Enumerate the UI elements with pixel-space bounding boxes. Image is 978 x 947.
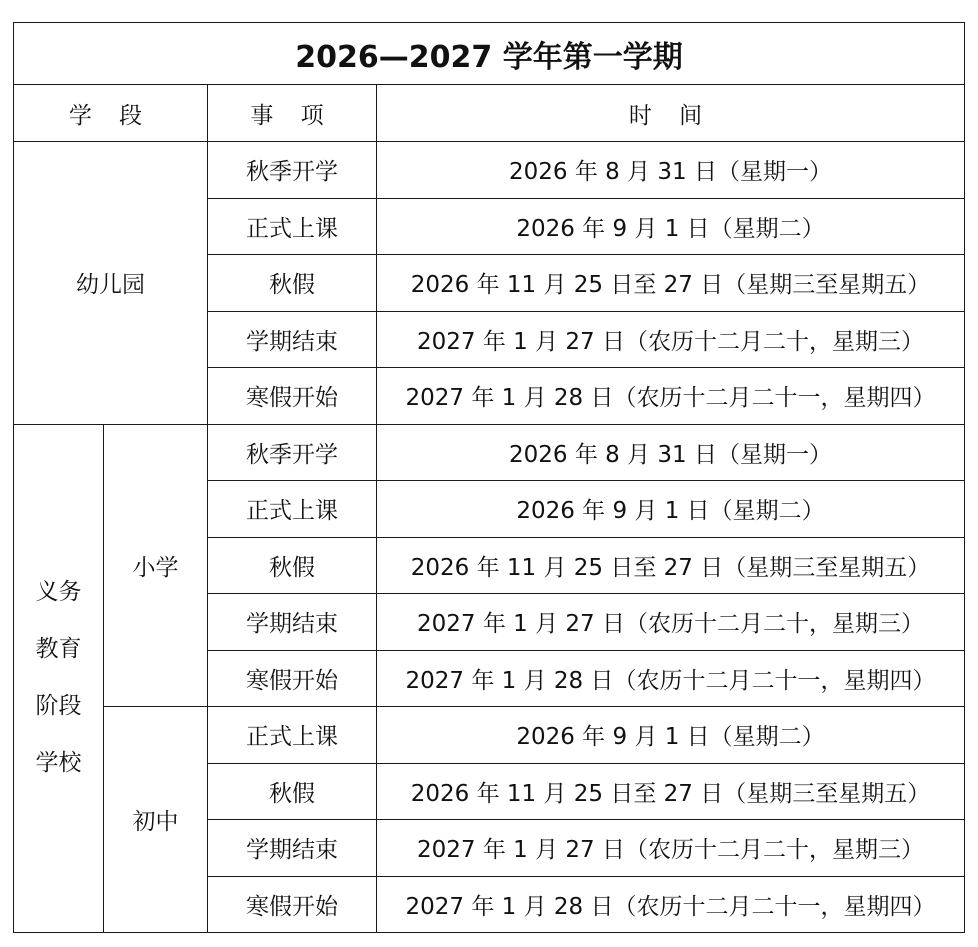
event-cell: 正式上课 xyxy=(208,481,377,538)
event-cell: 正式上课 xyxy=(208,707,377,764)
stage-compulsory-line: 学校 xyxy=(35,750,82,777)
time-cell: 2026 年 8 月 31 日（星期一） xyxy=(377,142,965,199)
event-cell: 学期结束 xyxy=(208,311,377,368)
event-cell: 学期结束 xyxy=(208,594,377,651)
time-cell: 2027 年 1 月 27 日（农历十二月二十，星期三） xyxy=(377,311,965,368)
event-cell: 秋假 xyxy=(208,537,377,594)
event-cell: 寒假开始 xyxy=(208,876,377,933)
header-event: 事 项 xyxy=(208,85,377,142)
event-cell: 秋季开学 xyxy=(208,142,377,199)
time-cell: 2027 年 1 月 28 日（农历十二月二十一，星期四） xyxy=(377,368,965,425)
school-calendar-table xyxy=(13,22,965,933)
table-title: 2026—2027 学年第一学期 xyxy=(14,23,965,85)
stage-compulsory-line: 教育 xyxy=(35,636,82,663)
time-cell: 2026 年 11 月 25 日至 27 日（星期三至星期五） xyxy=(377,763,965,820)
time-cell: 2027 年 1 月 27 日（农历十二月二十，星期三） xyxy=(377,820,965,877)
time-cell: 2027 年 1 月 27 日（农历十二月二十，星期三） xyxy=(377,594,965,651)
stage-compulsory xyxy=(14,424,104,933)
header-stage: 学 段 xyxy=(14,85,208,142)
time-cell: 2027 年 1 月 28 日（农历十二月二十一，星期四） xyxy=(377,876,965,933)
time-cell: 2026 年 11 月 25 日至 27 日（星期三至星期五） xyxy=(377,537,965,594)
time-cell: 2026 年 11 月 25 日至 27 日（星期三至星期五） xyxy=(377,255,965,312)
event-cell: 秋季开学 xyxy=(208,424,377,481)
event-cell: 寒假开始 xyxy=(208,368,377,425)
stage-compulsory-line: 义务 xyxy=(35,579,82,606)
time-cell: 2026 年 8 月 31 日（星期一） xyxy=(377,424,965,481)
stage-compulsory-line: 阶段 xyxy=(35,693,82,720)
event-cell: 秋假 xyxy=(208,255,377,312)
table-row xyxy=(14,424,965,481)
event-cell: 秋假 xyxy=(208,763,377,820)
time-cell: 2026 年 9 月 1 日（星期二） xyxy=(377,707,965,764)
table-row xyxy=(14,142,965,199)
time-cell: 2026 年 9 月 1 日（星期二） xyxy=(377,198,965,255)
table-row xyxy=(14,707,965,764)
event-cell: 寒假开始 xyxy=(208,650,377,707)
event-cell: 正式上课 xyxy=(208,198,377,255)
header-time: 时 间 xyxy=(377,85,965,142)
stage-kindergarten: 幼儿园 xyxy=(14,142,208,425)
event-cell: 学期结束 xyxy=(208,820,377,877)
stage-junior: 初中 xyxy=(104,707,208,933)
time-cell: 2026 年 9 月 1 日（星期二） xyxy=(377,481,965,538)
time-cell: 2027 年 1 月 28 日（农历十二月二十一，星期四） xyxy=(377,650,965,707)
stage-primary: 小学 xyxy=(104,424,208,707)
